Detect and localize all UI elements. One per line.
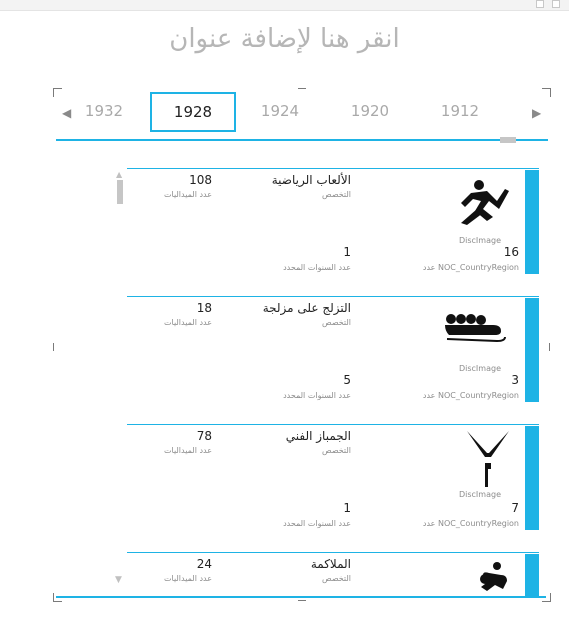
frame-handle	[53, 343, 54, 351]
years-count: 1	[343, 501, 351, 515]
scroll-up-icon[interactable]: ▲	[116, 170, 123, 179]
gymnastics-icon	[465, 429, 511, 489]
list-item	[127, 424, 539, 553]
card-accent	[525, 298, 539, 402]
card-list-bottom-line	[56, 596, 546, 598]
years-count: 1	[343, 245, 351, 259]
boxing-icon	[477, 561, 513, 596]
card-accent	[525, 554, 539, 596]
medal-count-label: عدد الميداليات	[163, 446, 212, 455]
running-icon	[457, 179, 513, 225]
window-control[interactable]	[552, 0, 560, 8]
discipline-label: التخصص	[322, 574, 351, 583]
list-item	[127, 168, 539, 297]
noc-count: 7	[511, 501, 519, 515]
discipline-label: التخصص	[322, 446, 351, 455]
years-count: 5	[343, 373, 351, 387]
frame-handle	[549, 343, 550, 351]
disc-image-label: DiscImage	[458, 490, 501, 499]
noc-count: 3	[511, 373, 519, 387]
frame-tick	[298, 600, 306, 601]
disc-image-label: DiscImage	[458, 364, 501, 373]
scroll-down-icon[interactable]: ▼	[115, 575, 122, 585]
slicer-year[interactable]: 1912	[440, 102, 480, 120]
card-accent	[525, 426, 539, 530]
noc-count-label: عدد NOC_CountryRegion	[422, 519, 519, 528]
noc-count-label: عدد NOC_CountryRegion	[422, 391, 519, 400]
slicer-year[interactable]: 1924	[260, 102, 300, 120]
medal-count-label: عدد الميداليات	[163, 318, 212, 327]
medal-count: 78	[196, 429, 212, 443]
discipline-name: الجمباز الفني	[285, 429, 351, 443]
discipline-name: التزلج على مزلجة	[262, 301, 351, 315]
medal-count: 108	[189, 173, 212, 187]
disc-image-label: DiscImage	[458, 236, 501, 245]
slicer-year-selected[interactable]: 1928	[150, 92, 236, 132]
noc-count-label: عدد NOC_CountryRegion	[422, 263, 519, 272]
slicer-year[interactable]: 1932	[84, 102, 124, 120]
medal-count-label: عدد الميداليات	[163, 574, 212, 583]
slicer-next-icon[interactable]: ▶	[532, 106, 542, 120]
list-item	[127, 296, 539, 425]
discipline-name: الألعاب الرياضية	[271, 173, 351, 187]
year-slicer	[54, 88, 550, 140]
years-count-label: عدد السنوات المحدد	[283, 263, 351, 272]
vertical-scrollbar[interactable]	[117, 180, 123, 204]
list-item	[127, 552, 539, 596]
years-count-label: عدد السنوات المحدد	[283, 391, 351, 400]
medal-count: 18	[196, 301, 212, 315]
card-list	[127, 168, 539, 596]
bobsleigh-icon	[443, 311, 507, 345]
medal-count: 24	[196, 557, 212, 571]
horizontal-scrollbar[interactable]	[500, 137, 516, 143]
slicer-underline	[56, 139, 548, 141]
frame-corner	[53, 593, 62, 602]
medal-count-label: عدد الميداليات	[163, 190, 212, 199]
window-control[interactable]	[536, 0, 544, 8]
card-accent	[525, 170, 539, 274]
page-title[interactable]: انقر هنا لإضافة عنوان	[169, 24, 400, 54]
frame-corner	[542, 593, 551, 602]
discipline-label: التخصص	[322, 190, 351, 199]
years-count-label: عدد السنوات المحدد	[283, 519, 351, 528]
noc-count: 16	[503, 245, 519, 259]
slicer-prev-icon[interactable]: ◀	[62, 106, 72, 120]
top-toolbar	[0, 0, 569, 11]
discipline-label: التخصص	[322, 318, 351, 327]
slicer-year[interactable]: 1920	[350, 102, 390, 120]
discipline-name: الملاكمة	[310, 557, 351, 571]
